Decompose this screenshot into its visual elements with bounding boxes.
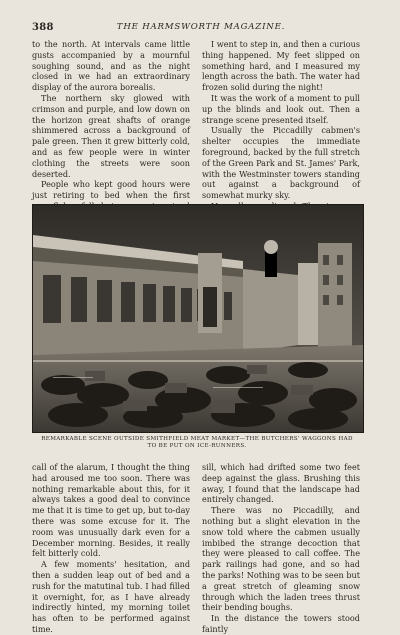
paragraph: to the north. At intervals came little gusts accompanied by a mournful soughing sound, and as the night closed in we had an extraordinary display of the aurora borealis. [32,39,190,93]
page-header [32,22,370,36]
column-bottom-left [32,462,190,635]
paragraph: It was the work of a moment to pull up the blinds and look out. Then a strange scene presented itself. [202,92,360,125]
column-top-right [202,39,360,223]
paragraph: call of the alarum, I thought the thing had aroused me too soon. There was nothing remarkable about this, for it always takes a good deal to convince me that it is time to get up, but to-day there was some excuse for it. The room was unusually dark even for a December morning. Besides, it really felt bitterly cold. [32,462,190,559]
paragraph: People who kept good hours were just retiring to bed when the first [32,179,190,201]
running-title: THE HARMSWORTH MAGAZINE. [116,22,286,32]
figure-caption: REMARKABLE SCENE OUTSIDE SMITHFIELD MEAT MARKET—THE BUTCHERS' WAGGONS HAD TO BE PUT ON ICE-RUNNERS. [41,436,353,450]
market-photograph-illustration [33,205,363,432]
paragraph: Usually the Piccadilly cabmen's shelter occupies the immediate foreground, backed by the full stretch of the Green Park and St. James' Park, with the Westminster towers standing out against a background of somewhat murky sky. [202,125,360,201]
market-photograph [32,204,364,433]
page-number: 388 [32,22,54,33]
paragraph: sill, which had drifted some two feet deep against the glass. Brushing this away, I found that the landscape had entirely changed. [202,462,360,505]
paragraph: A few moments' hesitation, and then a sudden leap out of bed and a rush for the matutinal tub. I had filled it overnight, for, as I have already indirectly hinted, my morning toilet has often to be performed against time. [32,559,190,634]
column-bottom-right [202,462,360,635]
paragraph: I went to step in, and then a curious thing happened. My feet slipped on something hard, and I measured my length across the bath. The water had frozen solid during the night! [202,39,360,93]
paragraph: The northern sky glowed with crimson and purple, and low down on the horizon great shafts of orange shimmered across a background of pale green. Then it grew bitterly cold, and as few people were in winter clothing the streets were soon deserted. [32,92,190,179]
paragraph: There was no Piccadilly, and nothing but a slight elevation in the snow told where the cabmen usually imbibed the strange decoction that they were pleased to call coffee. The park railings had gone, and so had the parks! Nothing was to be seen but a great stretch of gleaming snow through which the laden trees thrust their bending boughs. [202,505,360,613]
paragraph: In the distance the towers stood faintly [202,613,360,634]
